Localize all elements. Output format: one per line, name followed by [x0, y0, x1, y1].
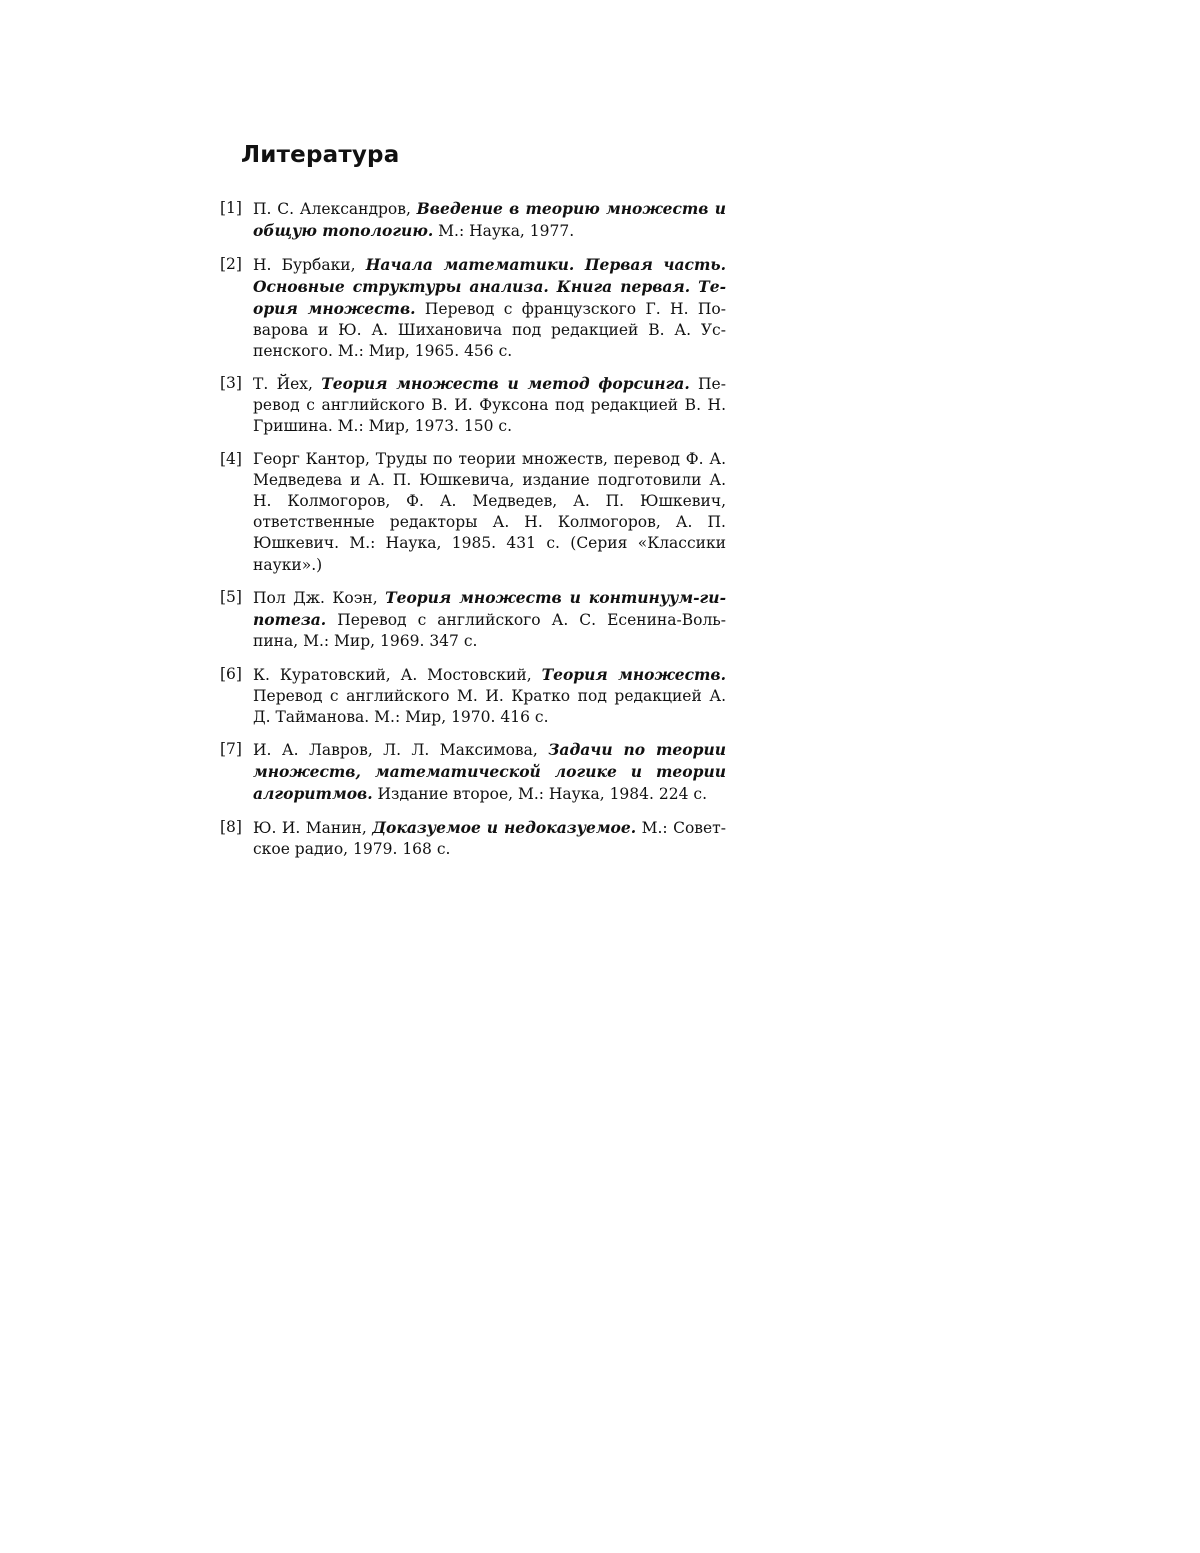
- reference-number: [1]: [220, 199, 242, 217]
- reference-details: Перевод с английского А. С. Есенина-Вольпина, М.: Мир, 1969. 347 с.: [253, 611, 726, 650]
- reference-authors: И. А. Лавров, Л. Л. Максимова,: [253, 741, 549, 759]
- reference-number: [7]: [220, 740, 242, 758]
- reference-title: Начала математики. Первая часть. Основные структуры анализа. Книга первая. Теория множеств.: [253, 254, 727, 318]
- reference-authors: Георг Кантор, Труды по теории множеств, перевод Ф. А. Медведева и А. П. Юшкевича, издание подготовили А. Н. Колмогоров, Ф. А. Медведев, А. П. Юшкевич, ответственные редакторы А. Н. Колмогоров, А. П. Юшкевич. М.: Наука, 1985. 431 с. (Серия «Классики науки».): [253, 449, 726, 574]
- reference-item: [220, 449, 726, 576]
- reference-details: М.: Наука, 1977.: [433, 222, 575, 240]
- reference-number: [2]: [220, 254, 242, 273]
- reference-title: Задачи по теории множеств, математической логике и теории алгоритмов.: [253, 740, 726, 803]
- reference-authors: П. С. Александров,: [253, 200, 417, 218]
- reference-authors: Н. Бурбаки,: [253, 255, 366, 274]
- reference-details: Перевод с французского Г. Н. Поварова и Ю. А. Шихановича под редакцией В. А. Успенского. М.: Мир, 1965. 456 с.: [253, 299, 726, 360]
- reference-details: Перевод с английского М. И. Кратко под редакцией А. Д. Тайманова. М.: Мир, 1970. 416 с.: [253, 686, 726, 726]
- reference-details: М.: Советское радио, 1979. 168 с.: [253, 818, 727, 858]
- reference-item: [220, 198, 726, 242]
- reference-details: Перевод с английского В. И. Фуксона под редакцией В. Н. Гришина. М.: Мир, 1973. 150 с.: [253, 375, 726, 435]
- page-title: Литература: [241, 142, 400, 168]
- reference-title: Теория множеств.: [541, 664, 727, 684]
- reference-authors: К. Куратовский, А. Мостовский,: [253, 665, 542, 684]
- reference-title: Теория множеств и континуум-гипотеза.: [253, 588, 726, 629]
- reference-number: [4]: [220, 449, 242, 468]
- reference-list: [220, 198, 726, 871]
- reference-details: Издание второе, М.: Наука, 1984. 224 с.: [372, 785, 707, 803]
- reference-number: [8]: [220, 817, 242, 836]
- reference-item: [220, 817, 726, 860]
- reference-item: [220, 664, 726, 728]
- reference-authors: Т. Йех,: [253, 375, 322, 393]
- reference-title: Доказуемое и недоказуемое.: [372, 817, 637, 837]
- reference-title: Введение в теорию множеств и общую топологию.: [253, 199, 726, 240]
- reference-item: [220, 254, 726, 362]
- reference-number: [5]: [220, 588, 242, 606]
- reference-number: [3]: [220, 374, 242, 392]
- reference-title: Теория множеств и метод форсинга.: [321, 374, 690, 393]
- reference-item: [220, 739, 726, 805]
- reference-authors: Ю. И. Манин,: [253, 818, 373, 837]
- reference-item: [220, 373, 726, 437]
- reference-item: [220, 587, 726, 652]
- reference-authors: Пол Дж. Коэн,: [253, 589, 386, 607]
- reference-number: [6]: [220, 664, 242, 683]
